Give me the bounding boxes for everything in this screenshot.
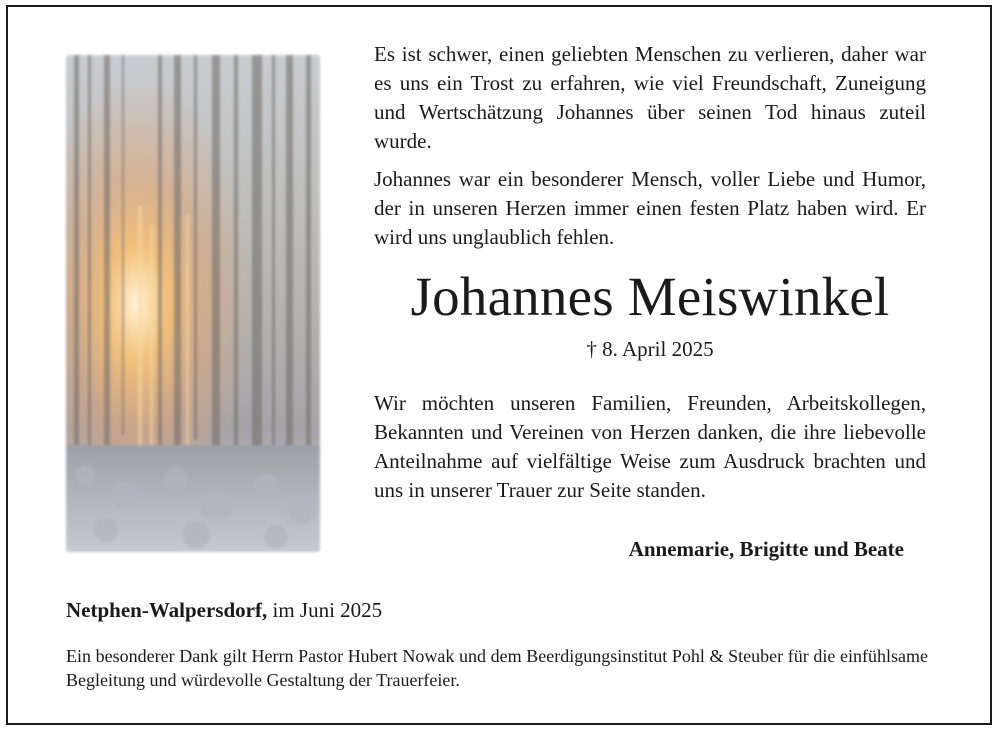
signature: Annemarie, Brigitte und Beate xyxy=(628,537,904,561)
thanks-paragraph: Wir möchten unseren Familien, Freunden, Arbeitskollegen, Bekannten und Vereinen von Herzen danken, die ihre liebevolle Anteilnahme auf vielfältige Weise zum Ausdruck brachten und uns in unserer Trauer zur Seite standen. xyxy=(374,391,926,502)
intro-paragraph-2: Johannes war ein besonderer Mensch, voller Liebe und Humor, der in unseren Herzen immer einen festen Platz haben wird. Er wird uns unglaublich fehlen. xyxy=(374,167,926,249)
thanks-block xyxy=(374,389,926,505)
place-month: im Juni 2025 xyxy=(267,598,383,622)
deceased-name: Johannes Meiswinkel xyxy=(410,266,890,327)
intro-paragraph-1: Es ist schwer, einen geliebten Menschen zu verlieren, daher war es uns ein Trost zu erfahren, wie viel Freundschaft, Zuneigung und Wertschätzung Johannes über seinen Tod hinaus zuteil wurde. xyxy=(374,42,926,153)
intro-text xyxy=(374,40,926,252)
forest-image xyxy=(66,55,320,552)
place-date xyxy=(66,596,382,624)
forest-sunset-photo xyxy=(66,55,320,552)
place-name: Netphen-Walpersdorf, xyxy=(66,598,268,622)
special-thanks: Ein besonderer Dank gilt Herrn Pastor Hubert Nowak und dem Beerdigungsinstitut Pohl & Steuber für die einfühlsame Begleitung und würdevolle Gestaltung der Trauerfeier. xyxy=(66,646,928,690)
death-date: † 8. April 2025 xyxy=(586,337,714,361)
